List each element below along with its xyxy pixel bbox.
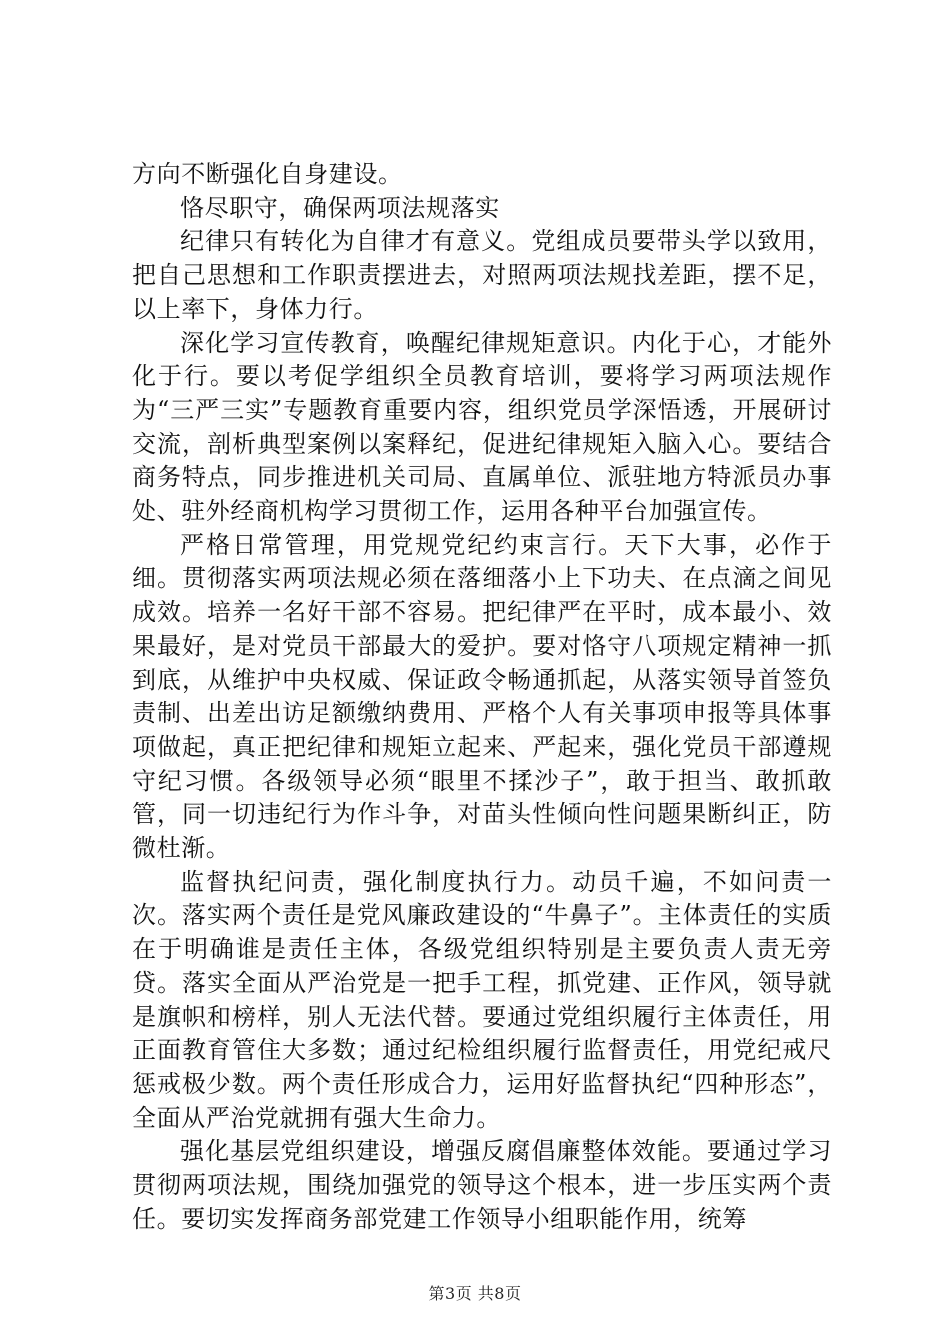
paragraph-continuation: 方向不断强化自身建设。 <box>132 160 403 188</box>
paragraph: 严格日常管理，用党规党纪约束言行。天下大事，必作于细。贯彻落实两项法规必须在落细落小上下功夫、在点滴之间见成效。培养一名好干部不容易。把纪律严在平时，成本最小、效果最好，是对党员干部最大的爱护。要对恪守八项规定精神一抓到底，从维护中央权威、保证政令畅通抓起，从落实领导首签负责制、出差出访足额缴纳费用、严格个人有关事项申报等具体事项做起，真正把纪律和规矩立起来、严起来，强化党员干部遵规守纪习惯。各级领导必须“眼里不揉沙子”，敢于担当、敢抓敢管，同一切违纪行为作斗争，对苗头性倾向性问题果断纠正，防微杜渐。 <box>132 530 832 863</box>
document-body <box>132 158 832 1237</box>
paragraph: 深化学习宣传教育，唤醒纪律规矩意识。内化于心，才能外化于行。要以考促学组织全员教育培训，要将学习两项法规作为“三严三实”专题教育重要内容，组织党员学深悟透，开展研讨交流，剖析典型案例以案释纪，促进纪律规矩入脑入心。要结合商务特点，同步推进机关司局、直属单位、派驻地方特派员办事处、驻外经商机构学习贯彻工作，运用各种平台加强宣传。 <box>132 328 832 526</box>
paragraph: 监督执纪问责，强化制度执行力。动员千遍，不如问责一次。落实两个责任是党风廉政建设的“牛鼻子”。主体责任的实质在于明确谁是责任主体，各级党组织特别是主要负责人责无旁贷。落实全面从严治党是一把手工程，抓党建、正作风，领导就是旗帜和榜样，别人无法代替。要通过党组织履行主体责任，用正面教育管住大多数；通过纪检组织履行监督责任，用党纪戒尺惩戒极少数。两个责任形成合力，运用好监督执纪“四种形态”，全面从严治党就拥有强大生命力。 <box>132 867 832 1132</box>
section-heading: 恪尽职守，确保两项法规落实 <box>180 193 500 222</box>
page-number-footer: 第3页 共8页 <box>428 1284 522 1303</box>
paragraph: 强化基层党组织建设，增强反腐倡廉整体效能。要通过学习贯彻两项法规，围绕加强党的领导这个根本，进一步压实两个责任。要切实发挥商务部党建工作领导小组职能作用，统筹 <box>132 1137 832 1233</box>
paragraph: 纪律只有转化为自律才有意义。党组成员要带头学以致用，把自己思想和工作职责摆进去，对照两项法规找差距，摆不足，以上率下，身体力行。 <box>132 227 832 323</box>
